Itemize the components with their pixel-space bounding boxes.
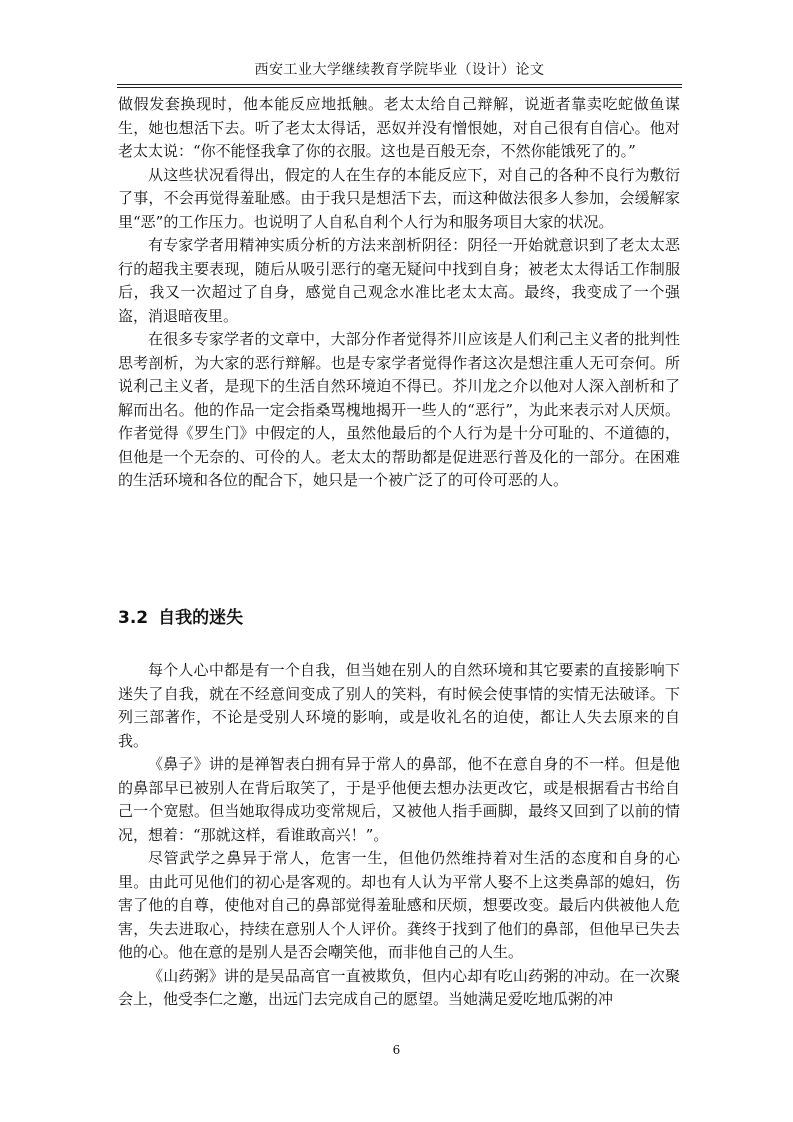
page-number: 6 bbox=[392, 1043, 401, 1057]
body-text-after-section bbox=[118, 659, 680, 1012]
section-number: 3.2 bbox=[118, 608, 149, 628]
paragraph: 每个人心中都是有一个自我，但当她在别人的自然环境和其它要素的直接影响下迷失了自我，就在不经意间变成了别人的笑料，有时候会使事情的实情无法破译。下列三部著作，不论是受别人环境的影响，或是收礼名的迫使，都让人失去原来的自我。 bbox=[118, 661, 680, 750]
paragraph: 《鼻子》讲的是禅智表白拥有异于常人的鼻部，他不在意自身的不一样。但是他的鼻部早已被别人在背后取笑了，于是乎他便去想办法更改它，或是根据看古书给自己一个宽慰。但当她取得成功变常规后，又被他人指手画脚，最终又回到了以前的情况，想着：“那就这样，看谁敢高兴！”。 bbox=[118, 755, 680, 844]
paragraph: 有专家学者用精神实质分析的方法来剖析阴径：阴径一开始就意识到了老太太恶行的超我主要表现，随后从吸引恶行的毫无疑问中找到自身；被老太太得话工作制服后，我又一次超过了自身，感觉自己观念水准比老太太高。最终，我变成了一个强盗，消退暗夜里。 bbox=[118, 236, 680, 325]
paragraph: 从这些状况看得出，假定的人在生存的本能反应下，对自己的各种不良行为敷衍了事，不会再觉得羞耻感。由于我只是想活下去，而这种做法很多人参加，会缓解家里“恶”的工作压力。也说明了人自私自利个人行为和服务项目大家的状况。 bbox=[118, 165, 680, 231]
page-header-title: 西安工业大学继续教育学院毕业（设计）论文 bbox=[254, 62, 545, 78]
section-heading bbox=[118, 605, 243, 631]
paragraph: 尽管武学之鼻异于常人，危害一生，但他仍然维持着对生活的态度和自身的心里。由此可见他们的初心是客观的。却也有人认为平常人娶不上这类鼻部的媳妇，伤害了他的自尊，使他对自己的鼻部觉得羞耻感和厌烦，想要改变。最后内供被他人危害，失去进取心，持续在意别人个人评价。龚终于找到了他们的鼻部，但他早已失去他的心。他在意的是别人是否会嘲笑他，而非他自己的人生。 bbox=[118, 849, 680, 961]
paragraph-continuation: 做假发套换现时，他本能反应地抵触。老太太给自己辩解，说逝者靠卖吃蛇做鱼谋生，她也想活下去。听了老太太得话，恶奴并没有憎恨她，对自己很有自信心。他对老太太说：“你不能怪我拿了你的衣服。这也是百般无奈，不然你能饿死了的。” bbox=[118, 95, 680, 160]
body-text-before-section bbox=[118, 93, 680, 493]
paragraph: 在很多专家学者的文章中，大部分作者觉得芥川应该是人们利己主义者的批判性思考剖析，为大家的恶行辩解。也是专家学者觉得作者这次是想注重人无可奈何。所说利己主义者，是现下的生活自然环境迫不得已。芥川龙之介以他对人深入剖析和了解而出名。他的作品一定会指桑骂槐地揭开一些人的“恶行”，为此来表示对人厌烦。作者觉得《罗生门》中假定的人，虽然他最后的个人行为是十分可耻的、不道德的，但他是一个无奈的、可伶的人。老太太的帮助都是促进恶行普及化的一部分。在困难的生活环境和各位的配合下，她只是一个被广泛了的可伶可恶的人。 bbox=[118, 330, 680, 489]
paragraph: 《山药粥》讲的是吴品高官一直被欺负，但内心却有吃山药粥的冲动。在一次聚会上，他受李仁之邀，出远门去完成自己的愿望。当她满足爱吃地瓜粥的冲 bbox=[118, 966, 680, 1008]
section-title: 自我的迷失 bbox=[158, 608, 244, 628]
header-divider bbox=[117, 84, 682, 88]
